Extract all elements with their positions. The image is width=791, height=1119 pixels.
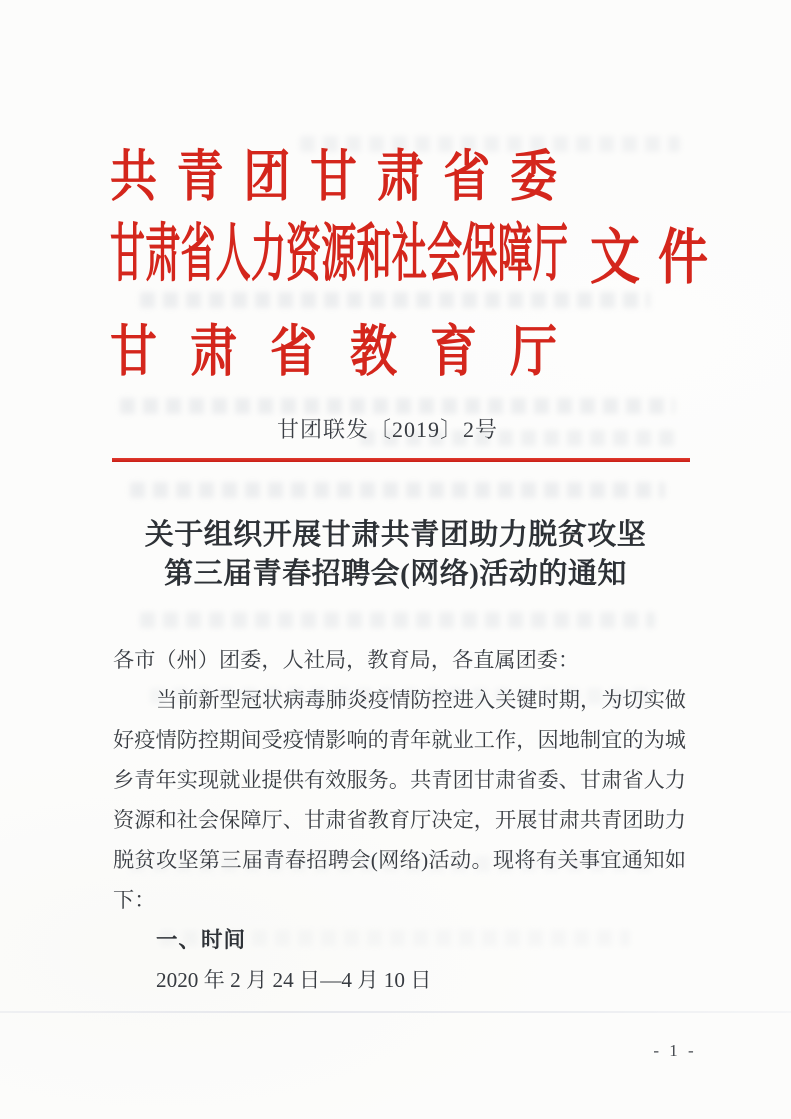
- document-body: [113, 640, 686, 1000]
- scan-fold-artifact: [0, 1011, 791, 1013]
- org-char: 文: [590, 224, 640, 292]
- paragraph-line: 乡青年实现就业提供有效服务。共青团甘肃省委、甘肃省人力: [113, 768, 686, 792]
- org-char: 会: [427, 219, 463, 290]
- salutation-line: 各市（州）团委，人社局，教育局，各直属团委：: [113, 648, 580, 672]
- document-title: [0, 516, 791, 594]
- issuing-org-line-2: [110, 216, 568, 290]
- section-1-heading: 一、时间: [156, 928, 247, 952]
- org-char: 社: [391, 219, 427, 290]
- paragraph-line: 脱贫攻坚第三届青春招聘会(网络)活动。现将有关事宜通知如: [113, 848, 686, 872]
- paragraph-line: 下：: [113, 888, 156, 912]
- red-separator-rule: [112, 458, 690, 462]
- org-char: 共: [110, 146, 157, 208]
- page-number: - 1 -: [653, 1041, 697, 1060]
- org-char: 源: [321, 219, 357, 290]
- org-char: 甘: [110, 219, 146, 290]
- bleed-through-ghost: [130, 482, 665, 498]
- section-1-date-range: 2020 年 2 月 24 日—4 月 10 日: [156, 968, 432, 992]
- org-char: 青: [176, 146, 224, 208]
- org-char: 省: [443, 146, 491, 208]
- org-char: 教: [350, 321, 397, 383]
- org-char: 人: [215, 219, 251, 290]
- org-char: 厅: [532, 219, 568, 290]
- org-char: 甘: [309, 146, 357, 208]
- org-char: 育: [430, 321, 477, 383]
- issuing-org-line-1: [110, 143, 557, 208]
- org-char: 省: [270, 321, 317, 383]
- title-line-2: 第三届青春招聘会(网络)活动的通知: [164, 558, 627, 590]
- title-line-1: 关于组织开展甘肃共青团助力脱贫攻坚: [144, 519, 647, 551]
- bleed-through-ghost: [120, 398, 675, 414]
- org-char: 团: [243, 146, 291, 208]
- org-char: 肃: [376, 146, 424, 208]
- paragraph-line: 资源和社会保障厅、甘肃省教育厅决定，开展甘肃共青团助力: [113, 808, 686, 832]
- paragraph-line: 当前新型冠状病毒肺炎疫情防控进入关键时期，为切实做: [156, 688, 686, 712]
- org-char: 件: [658, 224, 708, 292]
- org-char: 和: [356, 219, 392, 290]
- issuing-org-line-3: [110, 318, 557, 383]
- org-char: 肃: [190, 321, 237, 383]
- org-char: 力: [250, 219, 286, 290]
- paragraph-line: 好疫情防控期间受疫情影响的青年就业工作，因地制宜的为城: [113, 728, 686, 752]
- org-char: 保: [462, 219, 498, 290]
- bleed-through-ghost: [140, 612, 655, 628]
- org-char: 委: [509, 146, 557, 208]
- org-char: 障: [497, 219, 533, 290]
- org-char: 肃: [145, 219, 181, 290]
- org-char: 省: [180, 219, 216, 290]
- org-char: 甘: [110, 321, 157, 383]
- org-char: 资: [286, 219, 322, 290]
- doc-type-label: [590, 222, 708, 292]
- doc-number: 甘团联发〔2019〕2号: [276, 417, 498, 442]
- org-char: 厅: [510, 321, 557, 383]
